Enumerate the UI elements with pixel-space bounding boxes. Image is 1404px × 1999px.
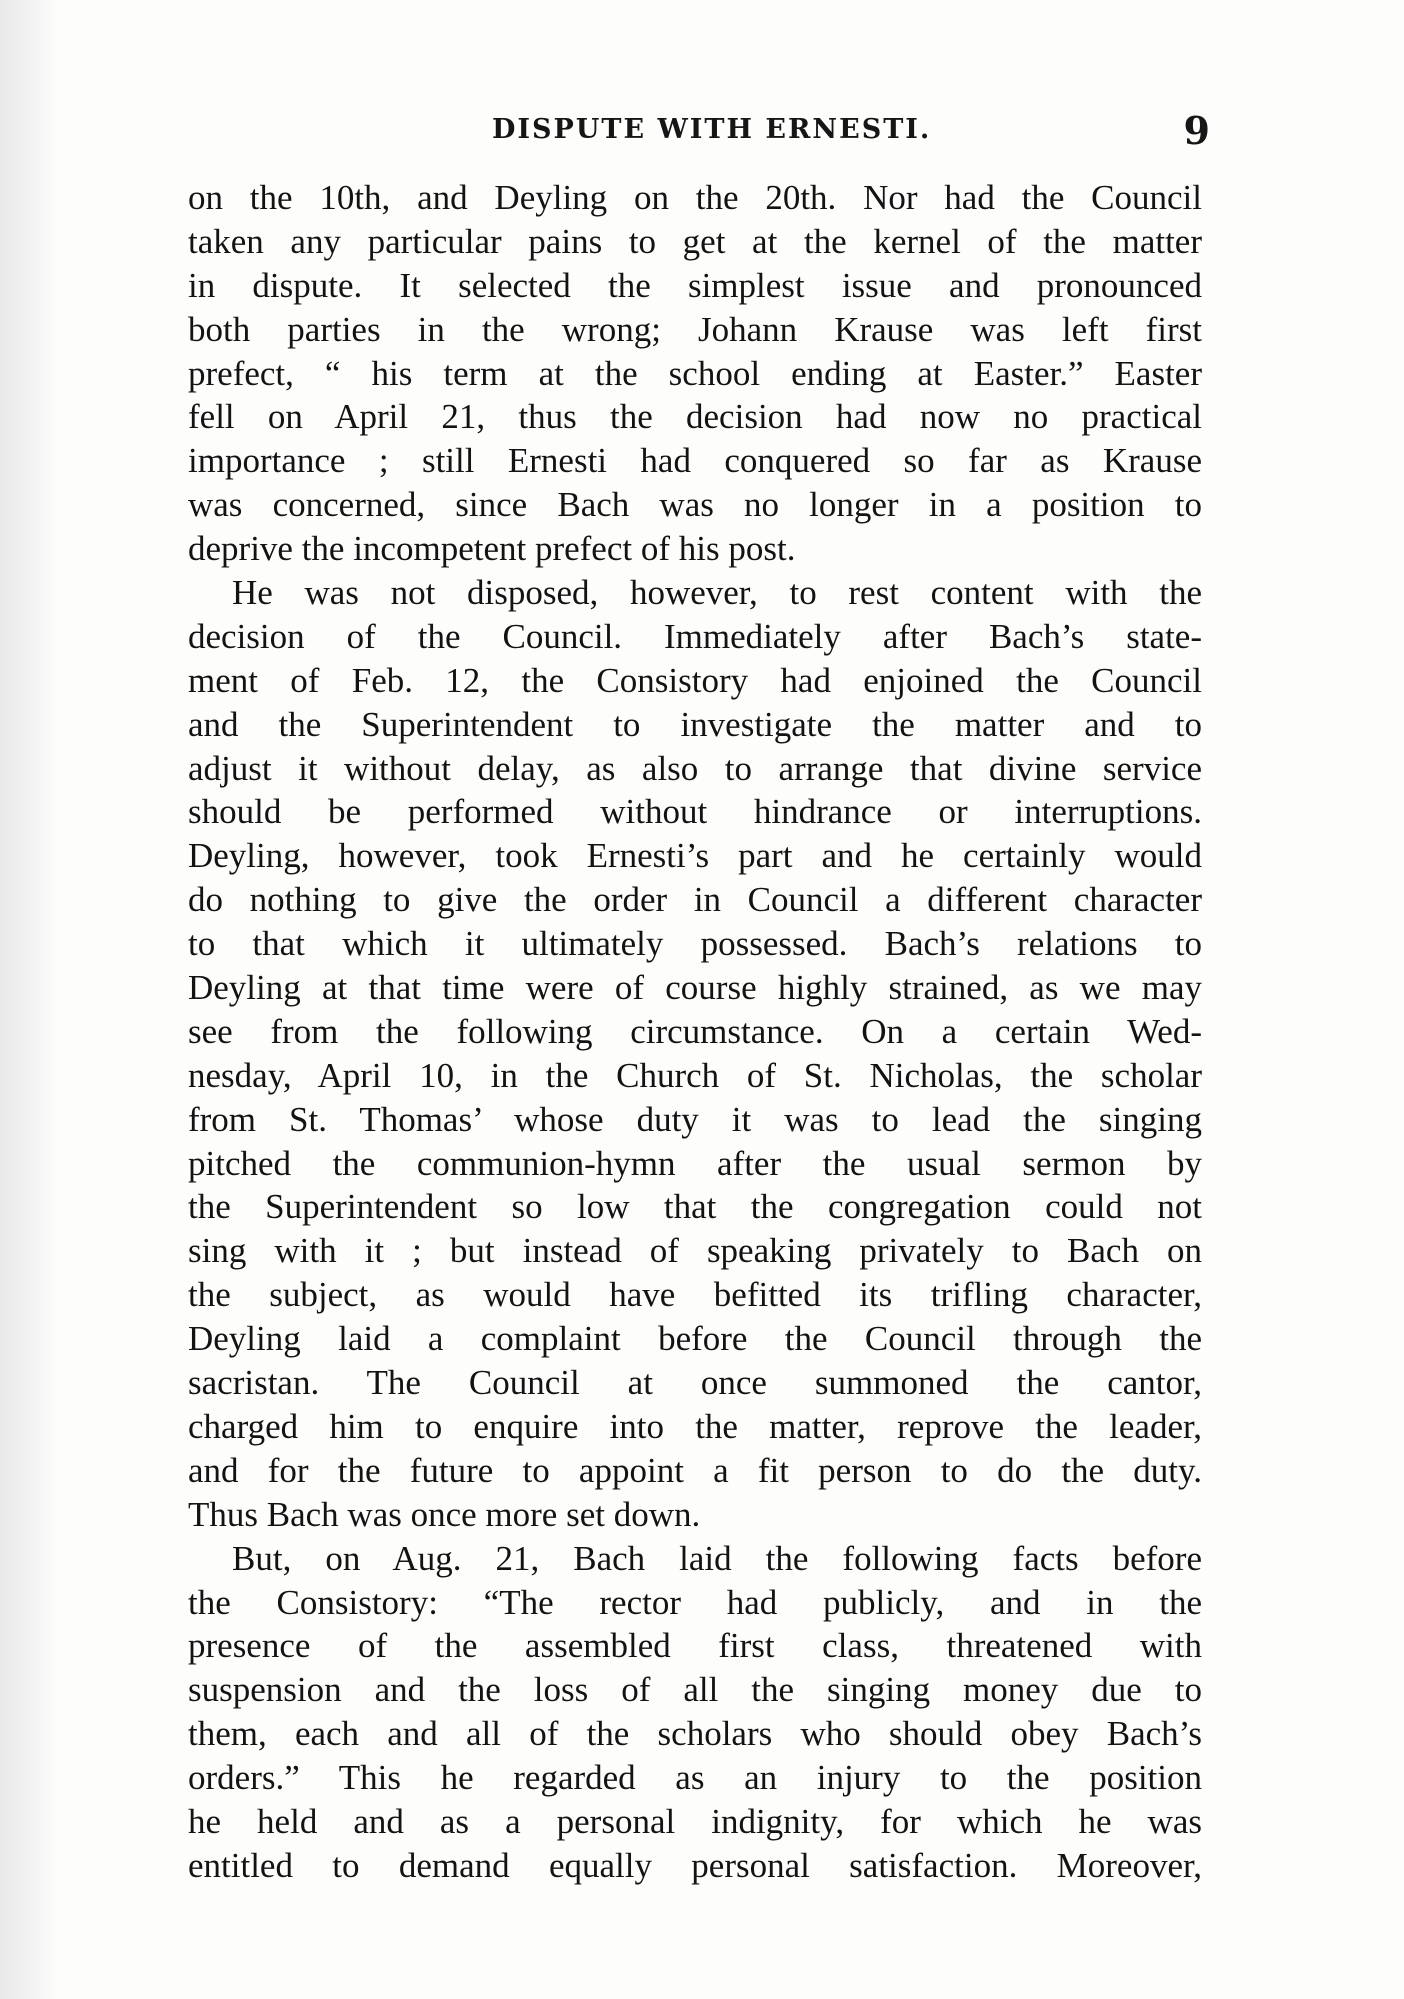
text-line: But, on Aug. 21, Bach laid the following facts before (232, 1538, 1202, 1578)
text-line: to that which it ultimately possessed. Bach’s relations to (188, 924, 1202, 964)
text-line: nesday, April 10, in the Church of St. Nicholas, the scholar (188, 1055, 1202, 1095)
running-title: DISPUTE WITH ERNESTI. (492, 114, 932, 145)
text-line: from St. Thomas’ whose duty it was to lead the singing (188, 1099, 1202, 1139)
text-line: do nothing to give the order in Council a different character (188, 880, 1202, 920)
body-text (188, 176, 1202, 1888)
text-line: on the 10th, and Deyling on the 20th. Nor had the Council (188, 178, 1202, 217)
text-line: entitled to demand equally personal satisfaction. Moreover, (188, 1845, 1202, 1885)
text-line: prefect, “ his term at the school ending at Easter.” Easter (188, 353, 1202, 393)
text-line: in dispute. It selected the simplest issue and pronounced (188, 265, 1202, 305)
text-line: Deyling laid a complaint before the Council through the (188, 1319, 1202, 1359)
text-line: sacristan. The Council at once summoned the cantor, (188, 1363, 1202, 1403)
text-line: both parties in the wrong; Johann Krause was left first (188, 309, 1202, 349)
text-line: orders.” This he regarded as an injury to the position (188, 1758, 1202, 1798)
running-head (180, 108, 1210, 158)
text-line: the Superintendent so low that the congregation could not (188, 1187, 1202, 1227)
text-line: sing with it ; but instead of speaking privately to Bach on (188, 1231, 1202, 1271)
text-line: fell on April 21, thus the decision had now no practical (188, 397, 1202, 437)
text-line: charged him to enquire into the matter, reprove the leader, (188, 1406, 1202, 1446)
text-line: should be performed without hindrance or interruptions. (188, 792, 1202, 832)
text-line: them, each and all of the scholars who should obey Bach’s (188, 1714, 1202, 1754)
text-line: see from the following circumstance. On a certain Wed- (188, 1011, 1202, 1051)
page-gutter-shadow (0, 0, 58, 1999)
text-line: he held and as a personal indignity, for which he was (188, 1801, 1202, 1841)
text-line: ment of Feb. 12, the Consistory had enjoined the Council (188, 660, 1202, 700)
text-line: suspension and the loss of all the singing money due to (188, 1670, 1202, 1710)
text-line: He was not disposed, however, to rest content with the (232, 573, 1202, 613)
text-line: Deyling, however, took Ernesti’s part and he certainly would (188, 836, 1202, 876)
text-line: and the Superintendent to investigate the matter and to (188, 704, 1202, 744)
text-line: pitched the communion-hymn after the usual sermon by (188, 1143, 1202, 1183)
text-line: the Consistory: “The rector had publicly, and in the (188, 1582, 1202, 1622)
text-line: deprive the incompetent prefect of his post. (188, 529, 796, 569)
text-line: importance ; still Ernesti had conquered so far as Krause (188, 441, 1202, 481)
text-line: and for the future to appoint a fit person to do the duty. (188, 1450, 1202, 1490)
text-line: Thus Bach was once more set down. (188, 1494, 701, 1534)
text-line: presence of the assembled first class, threatened with (188, 1626, 1202, 1666)
text-line: the subject, as would have befitted its trifling character, (188, 1275, 1202, 1315)
text-line: was concerned, since Bach was no longer in a position to (188, 485, 1202, 525)
text-line: Deyling at that time were of course highly strained, as we may (188, 968, 1202, 1008)
text-line: decision of the Council. Immediately after Bach’s state- (188, 616, 1202, 656)
text-line: adjust it without delay, as also to arrange that divine service (188, 748, 1202, 788)
text-line: taken any particular pains to get at the kernel of the matter (188, 221, 1202, 261)
page-number: 9 (1183, 108, 1210, 153)
